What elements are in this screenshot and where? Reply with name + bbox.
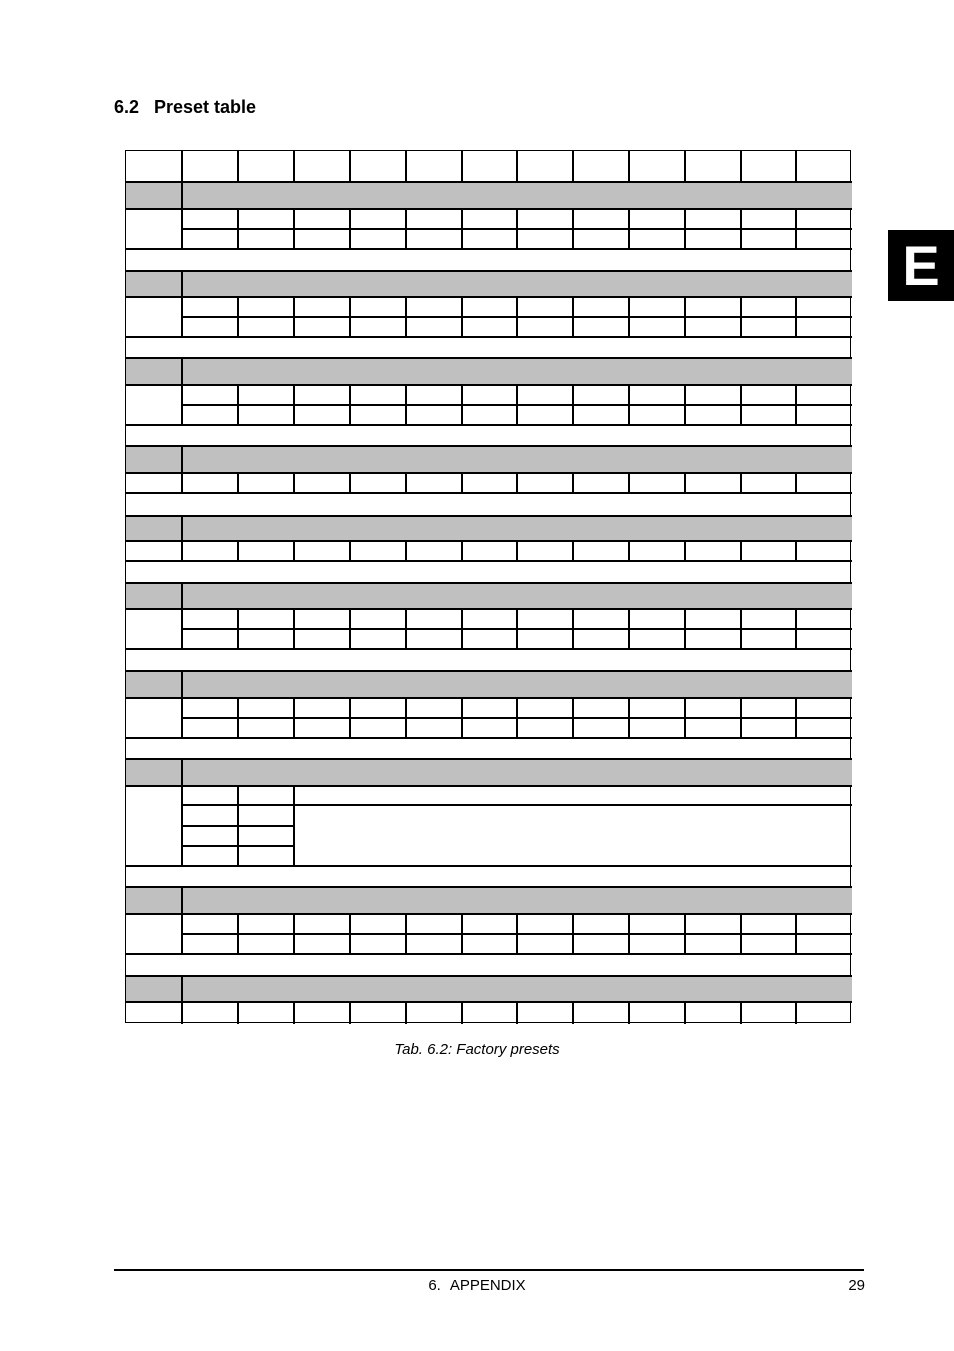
table-row-line: [126, 785, 852, 787]
table-column-line: [572, 385, 574, 425]
table-section-header-shading: [126, 271, 852, 297]
table-column-line: [461, 151, 463, 182]
table-section-header-shading: [126, 671, 852, 698]
table-column-line: [795, 209, 797, 249]
table-column-line: [795, 385, 797, 425]
table-section-label-divider: [181, 976, 183, 1002]
table-column-line: [795, 151, 797, 182]
table-column-line: [740, 698, 742, 738]
table-column-line: [684, 209, 686, 249]
table-column-line: [516, 698, 518, 738]
table-section-line: [126, 886, 852, 888]
table-column-line: [740, 209, 742, 249]
table-column-line: [740, 914, 742, 954]
table-section-line: [126, 670, 852, 672]
table-column-line: [795, 609, 797, 649]
table-section-label-divider: [181, 583, 183, 609]
table-column-line: [684, 1002, 686, 1024]
table-column-line: [516, 385, 518, 425]
table-row-line: [126, 608, 852, 610]
table-column-line: [628, 914, 630, 954]
table-column-line: [740, 541, 742, 561]
table-section-line: [126, 181, 852, 183]
table-column-line: [516, 297, 518, 337]
table-column-line: [181, 786, 183, 866]
table-column-line: [628, 1002, 630, 1024]
table-column-line: [237, 698, 239, 738]
table-row-line: [126, 737, 852, 739]
table-column-line: [572, 698, 574, 738]
table-section-header-shading: [126, 759, 852, 786]
table-column-line: [684, 541, 686, 561]
table-section-label-divider: [181, 887, 183, 914]
table-column-line: [181, 151, 183, 182]
table-column-line: [684, 385, 686, 425]
table-column-line: [349, 385, 351, 425]
table-section-header-shading: [126, 887, 852, 914]
table-column-line: [293, 914, 295, 954]
table-row-line: [126, 913, 852, 915]
table-section-label-divider: [181, 182, 183, 209]
table-column-line: [461, 541, 463, 561]
table-column-line: [572, 609, 574, 649]
table-column-line: [572, 297, 574, 337]
table-column-line: [181, 541, 183, 561]
table-column-line: [181, 209, 183, 249]
table-column-line: [237, 297, 239, 337]
table-column-line: [684, 914, 686, 954]
preset-table: [125, 150, 851, 1023]
table-caption: Tab. 6.2: Factory presets: [394, 1041, 560, 1058]
table-column-line: [516, 473, 518, 493]
table-column-line: [293, 209, 295, 249]
table-column-line: [349, 914, 351, 954]
table-column-line: [572, 473, 574, 493]
table-column-line: [795, 1002, 797, 1024]
table-column-line: [237, 473, 239, 493]
table-column-line: [349, 209, 351, 249]
page-number: 29: [848, 1277, 865, 1294]
footer-rule: [114, 1269, 864, 1271]
table-column-line: [181, 914, 183, 954]
table-row-line: [126, 296, 852, 298]
table-column-line: [293, 1002, 295, 1024]
table-column-line: [740, 297, 742, 337]
table-row-line: [126, 248, 852, 250]
table-column-line: [293, 385, 295, 425]
table-column-line: [237, 209, 239, 249]
table-column-line: [516, 1002, 518, 1024]
table-section-header-shading: [126, 446, 852, 473]
table-column-line: [461, 1002, 463, 1024]
table-row-line: [126, 492, 852, 494]
table-column-line: [572, 209, 574, 249]
table-section-label-divider: [181, 759, 183, 786]
table-column-line: [516, 609, 518, 649]
table-column-line: [740, 609, 742, 649]
table-column-line: [349, 698, 351, 738]
table-column-line: [740, 473, 742, 493]
table-column-line: [405, 698, 407, 738]
table-section-header-shading: [126, 583, 852, 609]
table-column-line: [349, 297, 351, 337]
table-column-line: [628, 609, 630, 649]
table-column-line: [516, 541, 518, 561]
table-column-line: [795, 698, 797, 738]
table-column-line: [405, 914, 407, 954]
table-section-line: [126, 758, 852, 760]
table-section-line: [126, 515, 852, 517]
table-column-line: [237, 151, 239, 182]
table-column-line: [684, 609, 686, 649]
table-column-line: [405, 151, 407, 182]
table-column-line: [740, 151, 742, 182]
table-column-line: [405, 541, 407, 561]
table-column-line: [572, 1002, 574, 1024]
table-column-line: [740, 1002, 742, 1024]
table-column-line: [461, 385, 463, 425]
table-column-line: [628, 541, 630, 561]
table-column-line: [461, 914, 463, 954]
table-row-line: [126, 472, 852, 474]
table-column-line: [349, 473, 351, 493]
table-column-line: [181, 1002, 183, 1024]
table-column-line: [293, 473, 295, 493]
section-heading: [114, 97, 256, 118]
table-column-line: [628, 385, 630, 425]
table-column-line: [628, 151, 630, 182]
table-column-line: [461, 698, 463, 738]
table-section-label-divider: [181, 358, 183, 385]
table-column-line: [181, 609, 183, 649]
table-column-line: [628, 297, 630, 337]
table-section-line: [126, 357, 852, 359]
table-column-line: [405, 385, 407, 425]
table-column-line: [405, 609, 407, 649]
table-column-line: [293, 786, 295, 866]
table-row-line: [126, 1001, 852, 1003]
table-column-line: [293, 541, 295, 561]
table-column-line: [461, 609, 463, 649]
table-column-line: [237, 914, 239, 954]
table-column-line: [684, 473, 686, 493]
table-section-line: [126, 445, 852, 447]
table-row-line: [126, 953, 852, 955]
table-column-line: [237, 786, 239, 866]
table-section-line: [126, 270, 852, 272]
table-column-line: [572, 541, 574, 561]
table-row-line: [126, 336, 852, 338]
table-row-line: [126, 424, 852, 426]
table-section-header-shading: [126, 976, 852, 1002]
table-column-line: [293, 698, 295, 738]
table-column-line: [181, 297, 183, 337]
table-section-header-shading: [126, 182, 852, 209]
section-number: 6.2: [114, 97, 140, 117]
table-column-line: [516, 209, 518, 249]
table-column-line: [405, 297, 407, 337]
section-title: Preset table: [154, 97, 257, 117]
table-column-line: [516, 151, 518, 182]
table-column-line: [349, 541, 351, 561]
table-column-line: [461, 209, 463, 249]
table-row-line: [126, 697, 852, 699]
table-column-line: [237, 609, 239, 649]
table-column-line: [349, 151, 351, 182]
table-column-line: [572, 914, 574, 954]
table-column-line: [461, 297, 463, 337]
table-column-line: [795, 297, 797, 337]
table-section-label-divider: [181, 671, 183, 698]
table-column-line: [181, 473, 183, 493]
table-row-line: [126, 648, 852, 650]
table-section-line: [126, 582, 852, 584]
table-column-line: [237, 541, 239, 561]
table-column-line: [684, 297, 686, 337]
table-column-line: [293, 151, 295, 182]
table-column-line: [237, 1002, 239, 1024]
table-column-line: [628, 698, 630, 738]
table-column-line: [684, 151, 686, 182]
table-section-label-divider: [181, 446, 183, 473]
table-row-line: [126, 560, 852, 562]
table-column-line: [795, 541, 797, 561]
table-column-line: [516, 914, 518, 954]
table-row-line: [182, 804, 852, 806]
table-column-line: [572, 151, 574, 182]
table-section-label-divider: [181, 271, 183, 297]
table-column-line: [628, 209, 630, 249]
table-column-line: [795, 473, 797, 493]
table-column-line: [795, 914, 797, 954]
table-column-line: [237, 385, 239, 425]
table-column-line: [181, 698, 183, 738]
table-column-line: [628, 473, 630, 493]
table-column-line: [684, 698, 686, 738]
table-column-line: [181, 385, 183, 425]
table-column-line: [349, 1002, 351, 1024]
table-row-line: [126, 865, 852, 867]
table-column-line: [405, 209, 407, 249]
footer-chapter-title: APPENDIX: [449, 1277, 526, 1294]
table-row-line: [126, 540, 852, 542]
table-section-label-divider: [181, 516, 183, 541]
table-section-header-shading: [126, 358, 852, 385]
table-row-line: [126, 208, 852, 210]
table-section-line: [126, 975, 852, 977]
footer-chapter-number: 6.: [428, 1277, 441, 1294]
table-section-header-shading: [126, 516, 852, 541]
table-column-line: [405, 473, 407, 493]
chapter-tab-marker: E: [888, 230, 954, 301]
table-column-line: [461, 473, 463, 493]
table-column-line: [349, 609, 351, 649]
table-column-line: [740, 385, 742, 425]
table-column-line: [293, 609, 295, 649]
table-column-line: [405, 1002, 407, 1024]
table-column-line: [293, 297, 295, 337]
table-row-line: [126, 384, 852, 386]
